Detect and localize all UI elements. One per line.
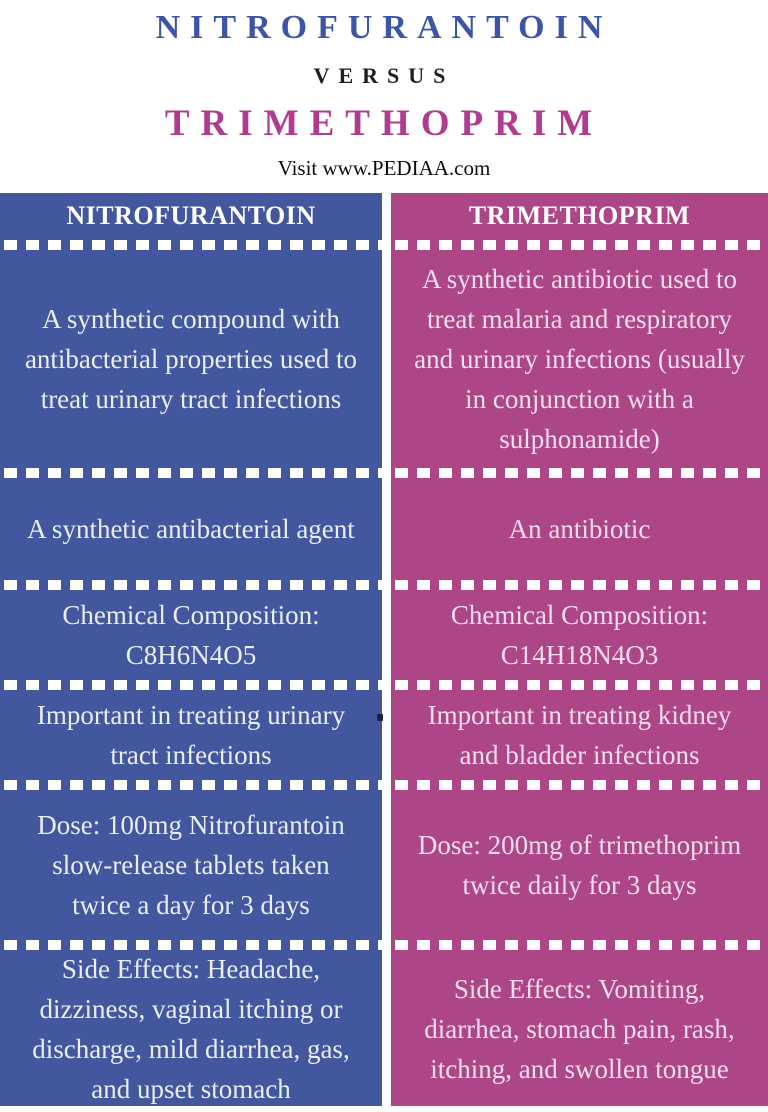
cell-trimethoprim-side-effects: Side Effects: Vomiting, diarrhea, stomach pain, rash, itching, and swollen tongue <box>424 974 735 1084</box>
cell-trimethoprim-definition: A synthetic antibiotic used to treat malaria and respiratory and urinary infections (usually in conjunction with a sulphonamide) <box>414 264 745 454</box>
column-nitrofurantoin <box>0 193 382 1106</box>
dashed-divider <box>391 678 768 692</box>
stray-dot-artifact <box>377 714 383 721</box>
cell-nitrofurantoin-chemical-composition: Chemical Composition: C8H6N4O5 <box>62 600 320 670</box>
cell-trimethoprim-importance: Important in treating kidney and bladder infections <box>427 700 732 770</box>
dashed-divider <box>391 778 768 792</box>
column-header-trimethoprim: TRIMETHOPRIM <box>468 200 691 230</box>
dashed-divider <box>391 238 768 252</box>
cell-nitrofurantoin-dose: Dose: 100mg Nitrofurantoin slow-release tablets taken twice a day for 3 days <box>37 810 345 920</box>
dashed-divider <box>0 466 382 480</box>
dashed-divider <box>391 466 768 480</box>
title-drug-1: NITROFURANTOIN <box>155 9 613 46</box>
title-block <box>0 0 768 181</box>
cell-trimethoprim-type: An antibiotic <box>508 514 651 544</box>
cell-nitrofurantoin-side-effects: Side Effects: Headache, dizziness, vaginal itching or discharge, mild diarrhea, gas, and upset stomach <box>32 954 350 1104</box>
comparison-table <box>0 193 768 1106</box>
cell-trimethoprim-dose: Dose: 200mg of trimethoprim twice daily for 3 days <box>417 830 742 900</box>
dashed-divider <box>0 678 382 692</box>
cell-nitrofurantoin-type: A synthetic antibacterial agent <box>27 514 355 544</box>
title-versus: VERSUS <box>313 63 455 88</box>
column-trimethoprim <box>391 193 768 1106</box>
dashed-divider <box>0 238 382 252</box>
column-header-nitrofurantoin: NITROFURANTOIN <box>66 200 316 230</box>
dashed-divider <box>0 578 382 592</box>
cell-nitrofurantoin-importance: Important in treating urinary tract infections <box>36 700 346 770</box>
dashed-divider <box>391 938 768 952</box>
dashed-divider <box>0 778 382 792</box>
title-drug-2: TRIMETHOPRIM <box>164 103 604 144</box>
cell-nitrofurantoin-definition: A synthetic compound with antibacterial properties used to treat urinary tract infections <box>24 304 358 414</box>
dashed-divider <box>391 578 768 592</box>
site-url-text: Visit www.PEDIAA.com <box>277 156 491 180</box>
cell-trimethoprim-chemical-composition: Chemical Composition: C14H18N4O3 <box>450 600 709 670</box>
